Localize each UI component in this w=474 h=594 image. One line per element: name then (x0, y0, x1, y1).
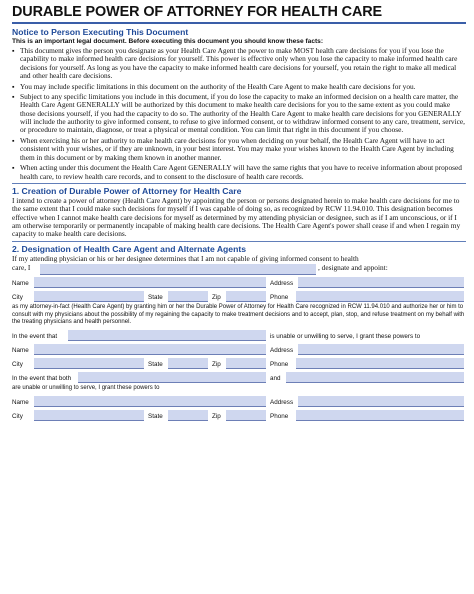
alt1-state-field[interactable] (168, 358, 208, 369)
bullet-icon: ▪ (12, 164, 15, 173)
city-label: City (12, 294, 23, 302)
alt2-phone-field[interactable] (296, 410, 464, 421)
first-alternate-event-row (12, 328, 466, 342)
notice-bullet (12, 137, 466, 162)
alt1-name-address-row (12, 342, 466, 356)
alt2-address-field[interactable] (298, 396, 464, 407)
section-rule (12, 183, 466, 184)
agent-phone-field[interactable] (296, 291, 464, 302)
notice-intro: This is an important legal document. Before executing this document you should know these facts: (12, 38, 324, 45)
notice-bullet (12, 47, 466, 80)
notice-bullet (12, 93, 466, 135)
agent-name-address-row (12, 275, 466, 289)
alt1-city-field[interactable] (34, 358, 144, 369)
phone-label: Phone (270, 412, 289, 420)
unable-both-text: are unable or unwilling to serve, I grant these powers to (12, 385, 160, 392)
notice-bullet-list (12, 47, 466, 181)
alt2-city-field[interactable] (34, 410, 144, 421)
state-label: State (148, 361, 163, 369)
zip-label: Zip (212, 361, 221, 369)
phone-label: Phone (270, 361, 289, 369)
state-label: State (148, 412, 163, 420)
alt1-name-field[interactable] (34, 344, 266, 355)
notice-bullet-text: This document gives the person you designate as your Health Care Agent the power to make MOST health care decisions for you if you lose the capability to make informed health care decisions for yourself. This power is effective only when you lose the capacity to make informed health care decisions for yourself. As long as you have the capacity to make informed health care decisions for yourself, you retain the right to make all medical and other health care decisions. (20, 46, 458, 81)
phone-label: Phone (270, 294, 289, 302)
agent-address-field[interactable] (298, 277, 464, 288)
alt2-city-row (12, 408, 466, 422)
notice-bullet-text: When exercising his or her authority to make health care decisions for you when deciding on your behalf, the Health Care Agent will have to act consistent with your wishes, or if they are unknown, in your best interest. You may make your wishes known to the Health Care Agent by including them in this document or by making them known in another manner. (20, 136, 454, 162)
alt2-state-field[interactable] (168, 410, 208, 421)
city-label: City (12, 361, 23, 369)
care-i-label: care, I (12, 263, 31, 273)
bullet-icon: ▪ (12, 47, 15, 55)
agent-name-field[interactable] (34, 277, 266, 288)
name-label: Name (12, 347, 29, 355)
address-label: Address (270, 347, 294, 355)
agent-city-row (12, 289, 466, 303)
principal-name-field[interactable] (40, 264, 316, 275)
bullet-icon: ▪ (12, 93, 15, 102)
notice-bullet-text: Subject to any specific limitations you include in this document, if you do lose the capacity to make an informed decision on a health care matter, the Health Care Agent GENERALLY will be authorized by this document to make health care decisions for you to the same extent as you could make those decisions yourself, if you had the capacity to do so. The authority of the Health Care Agent to make health care decisions for you GENERALLY will include the authority to give informed consent, to refuse to give informed consent, or to withdraw informed consent to any care, treatment, service, or procedure to maintain, diagnose, or treat a physical or mental condition. You can limit that right in this document if you choose. (20, 92, 465, 135)
alt2-name-address-row (12, 394, 466, 408)
event-both-label: In the event that both (12, 375, 72, 383)
both-event-row (12, 370, 466, 384)
notice-bullet (12, 164, 466, 181)
agent-zip-field[interactable] (226, 291, 266, 302)
alt2-name-field[interactable] (34, 396, 266, 407)
bullet-icon: ▪ (12, 82, 15, 91)
and-label: and (270, 375, 281, 383)
bullet-icon: ▪ (12, 137, 15, 145)
unable-serve-label: is unable or unwilling to serve, I grant these powers to (270, 333, 421, 341)
section1-heading: 1. Creation of Durable Power of Attorney for Health Care (12, 186, 242, 197)
agent-state-field[interactable] (168, 291, 208, 302)
notice-bullet-text: When acting under this document the Health Care Agent GENERALLY will have the same rights that you have to receive information about proposed health care, to review health care records, and to consent to the disclosure of health care records. (20, 163, 462, 181)
alt1-phone-field[interactable] (296, 358, 464, 369)
agent-authority-text: as my attorney-in-fact (Health Care Agent) by granting him or her the Durable Power of Attorney for Health Care recognized in RCW 11.94.010 and authorize her or him to consult with my physicians about the possibility of my regaining the capacity to make treatment decisions and to accept, plan, stop, and refuse treatment on my behalf with the treating physicians and health personnel. (12, 304, 465, 325)
section2-heading: 2. Designation of Health Care Agent and Alternate Agents (12, 243, 246, 254)
event-agent-name-field[interactable] (68, 330, 266, 341)
city-label: City (12, 412, 23, 420)
both-first-name-field[interactable] (78, 372, 266, 383)
name-label: Name (12, 280, 29, 288)
notice-bullet (12, 83, 466, 91)
section1-body: I intend to create a power of attorney (Health Care Agent) by appointing the person or persons designated herein to make health care decisions for me to the same extent that I could make such decisions for myself if I was capable of doing so, as recognized by RCW 11.94.010. This designation becomes effective when I cannot make health care decisions for myself as determined by my attending physician or designee, such as if I am unconscious, or if I am otherwise temporarily or permanently incapable of making health care decisions. The Health Care Agent's power shall cease if and when I regain my capacity to make health care decisions. (12, 196, 461, 239)
both-second-name-field[interactable] (286, 372, 464, 383)
alt2-zip-field[interactable] (226, 410, 266, 421)
notice-bullet-text: You may include specific limitations in this document on the authority of the Health Care Agent to make health care decisions for you. (20, 81, 416, 91)
alt1-zip-field[interactable] (226, 358, 266, 369)
agent-city-field[interactable] (34, 291, 144, 302)
notice-heading: Notice to Person Executing This Document (12, 27, 189, 37)
title-rule (12, 22, 466, 24)
designate-appoint-label: , designate and appoint: (318, 263, 388, 273)
section2-intro-line1: If my attending physician or his or her designee determines that I am not capable of giving informed consent to health (12, 253, 359, 263)
principal-name-row (12, 263, 466, 275)
address-label: Address (270, 280, 294, 288)
document-title: DURABLE POWER OF ATTORNEY FOR HEALTH CARE (12, 4, 383, 20)
zip-label: Zip (212, 412, 221, 420)
section-rule (12, 241, 466, 242)
alt1-address-field[interactable] (298, 344, 464, 355)
name-label: Name (12, 398, 29, 406)
alt1-city-row (12, 356, 466, 370)
state-label: State (148, 294, 163, 302)
event-that-label: In the event that (12, 333, 58, 341)
zip-label: Zip (212, 294, 221, 302)
address-label: Address (270, 398, 294, 406)
